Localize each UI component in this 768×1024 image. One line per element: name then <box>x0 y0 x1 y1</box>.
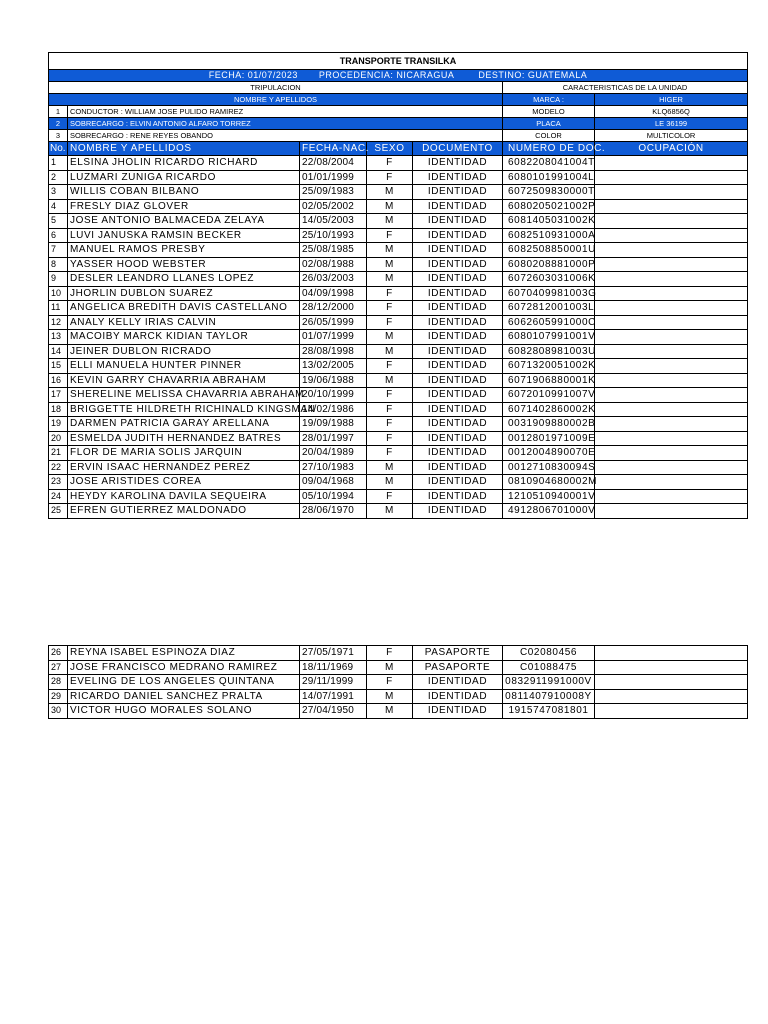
cell-name: ANGELICA BREDITH DAVIS CASTELLANO <box>68 301 300 316</box>
cell-name: DESLER LEANDRO LLANES LOPEZ <box>68 272 300 287</box>
cell-docnum: 0810904680002M <box>503 475 595 490</box>
cell-no: 10 <box>49 286 68 301</box>
cell-name: FLOR DE MARIA SOLIS JARQUIN <box>68 446 300 461</box>
cell-name: HEYDY KAROLINA DAVILA SEQUEIRA <box>68 489 300 504</box>
cell-sex: F <box>367 286 413 301</box>
cell-ocupacion <box>595 446 748 461</box>
cell-ocupacion <box>595 228 748 243</box>
cell-docnum: 6071320051002K <box>503 359 595 374</box>
cell-ocupacion <box>595 504 748 519</box>
cell-ocupacion <box>595 431 748 446</box>
cell-sex: M <box>367 704 413 719</box>
cell-docnum: 6070409981003G <box>503 286 595 301</box>
table-row <box>49 646 748 661</box>
marca-label: MARCA : <box>503 94 595 106</box>
cell-name: JOSE ANTONIO BALMACEDA ZELAYA <box>68 214 300 229</box>
cell-sex: F <box>367 228 413 243</box>
table-row <box>49 170 748 185</box>
cell-dob: 01/07/1999 <box>300 330 367 345</box>
cell-doc: IDENTIDAD <box>413 373 503 388</box>
cell-ocupacion <box>595 475 748 490</box>
table-row <box>49 373 748 388</box>
cell-docnum: 6081405031002K <box>503 214 595 229</box>
cell-docnum: 6080205021002P <box>503 199 595 214</box>
cell-ocupacion <box>595 243 748 258</box>
cell-docnum: 6072010991007V <box>503 388 595 403</box>
cell-name: JHORLIN DUBLON SUAREZ <box>68 286 300 301</box>
cell-docnum: 6082508850001U <box>503 243 595 258</box>
table-row <box>49 330 748 345</box>
cell-doc: IDENTIDAD <box>413 675 503 690</box>
procedencia: PROCEDENCIA: NICARAGUA <box>318 70 455 80</box>
cell-dob: 22/08/2004 <box>300 156 367 171</box>
cell-no: 12 <box>49 315 68 330</box>
cell-no: 17 <box>49 388 68 403</box>
table-row <box>49 417 748 432</box>
marca-value: HIGER <box>595 94 748 106</box>
cell-dob: 28/01/1997 <box>300 431 367 446</box>
cell-doc: IDENTIDAD <box>413 330 503 345</box>
cell-no: 2 <box>49 170 68 185</box>
table-row <box>49 272 748 287</box>
cell-name: MANUEL RAMOS PRESBY <box>68 243 300 258</box>
cell-dob: 14/02/1986 <box>300 402 367 417</box>
tripulacion-label: TRIPULACION <box>49 82 503 94</box>
cell-doc: IDENTIDAD <box>413 214 503 229</box>
table-row <box>49 660 748 675</box>
cell-name: SHERELINE MELISSA CHAVARRIA ABRAHAM <box>68 388 300 403</box>
cell-dob: 27/04/1950 <box>300 704 367 719</box>
cell-doc: IDENTIDAD <box>413 315 503 330</box>
destino: DESTINO: GUATEMALA <box>478 70 588 80</box>
cell-docnum: 6080107991001V <box>503 330 595 345</box>
table-row <box>49 344 748 359</box>
cell-no: 6 <box>49 228 68 243</box>
cell-docnum: 0811407910008Y <box>503 689 595 704</box>
cell-ocupacion <box>595 373 748 388</box>
table-row <box>49 156 748 171</box>
cell-name: YASSER HOOD WEBSTER <box>68 257 300 272</box>
cell-name: ELLI MANUELA HUNTER PINNER <box>68 359 300 374</box>
cell-ocupacion <box>595 301 748 316</box>
cell-no: 11 <box>49 301 68 316</box>
table-row <box>49 315 748 330</box>
cell-ocupacion <box>595 272 748 287</box>
cell-docnum: 6072509830000T <box>503 185 595 200</box>
cell-doc: IDENTIDAD <box>413 704 503 719</box>
cell-ocupacion <box>595 315 748 330</box>
cell-docnum: 0031909880002B <box>503 417 595 432</box>
cell-name: RICARDO DANIEL SANCHEZ PRALTA <box>68 689 300 704</box>
cell-dob: 02/08/1988 <box>300 257 367 272</box>
cell-dob: 14/07/1991 <box>300 689 367 704</box>
cell-doc: IDENTIDAD <box>413 489 503 504</box>
cell-ocupacion <box>595 704 748 719</box>
cell-name: WILLIS COBAN BILBANO <box>68 185 300 200</box>
cell-dob: 13/02/2005 <box>300 359 367 374</box>
cell-ocupacion <box>595 689 748 704</box>
cell-ocupacion <box>595 214 748 229</box>
cell-doc: PASAPORTE <box>413 660 503 675</box>
cell-sex: M <box>367 475 413 490</box>
cell-doc: IDENTIDAD <box>413 446 503 461</box>
table-row <box>49 475 748 490</box>
col-no: No. <box>50 143 66 154</box>
cell-sex: F <box>367 388 413 403</box>
cell-doc: IDENTIDAD <box>413 243 503 258</box>
cell-doc: IDENTIDAD <box>413 228 503 243</box>
cell-name: FRESLY DIAZ GLOVER <box>68 199 300 214</box>
cell-no: 13 <box>49 330 68 345</box>
table-row <box>49 504 748 519</box>
cell-sex: F <box>367 359 413 374</box>
cell-doc: IDENTIDAD <box>413 359 503 374</box>
cell-sex: M <box>367 689 413 704</box>
table-row <box>49 431 748 446</box>
cell-doc: IDENTIDAD <box>413 257 503 272</box>
cell-no: 22 <box>49 460 68 475</box>
cell-doc: IDENTIDAD <box>413 344 503 359</box>
cell-ocupacion <box>595 156 748 171</box>
cell-sex: M <box>367 330 413 345</box>
cell-ocupacion <box>595 170 748 185</box>
cell-dob: 20/04/1989 <box>300 446 367 461</box>
cell-name: ELSINA JHOLIN RICARDO RICHARD <box>68 156 300 171</box>
cell-doc: PASAPORTE <box>413 646 503 661</box>
cell-sex: F <box>367 417 413 432</box>
cell-docnum: C01088475 <box>503 660 595 675</box>
cell-sex: M <box>367 344 413 359</box>
document-title: TRANSPORTE TRANSILKA <box>49 53 748 70</box>
cell-docnum: 6082808981003U <box>503 344 595 359</box>
cell-doc: IDENTIDAD <box>413 504 503 519</box>
cell-ocupacion <box>595 359 748 374</box>
cell-no: 28 <box>49 675 68 690</box>
cell-dob: 25/10/1993 <box>300 228 367 243</box>
cell-ocupacion <box>595 402 748 417</box>
cell-doc: IDENTIDAD <box>413 431 503 446</box>
cell-sex: M <box>367 504 413 519</box>
col-documento: DOCUMENTO <box>413 142 503 156</box>
cell-dob: 05/10/1994 <box>300 489 367 504</box>
cell-name: LUZMARI ZUNIGA RICARDO <box>68 170 300 185</box>
cell-dob: 09/04/1968 <box>300 475 367 490</box>
cell-sex: F <box>367 646 413 661</box>
table-row <box>49 704 748 719</box>
cell-sex: F <box>367 170 413 185</box>
fecha: FECHA: 01/07/2023 <box>208 70 298 80</box>
cell-sex: F <box>367 315 413 330</box>
cell-no: 7 <box>49 243 68 258</box>
cell-sex: F <box>367 301 413 316</box>
table-row <box>49 359 748 374</box>
cell-ocupacion <box>595 257 748 272</box>
cell-docnum: 6072603031006K <box>503 272 595 287</box>
crew-number: 1 <box>49 106 68 118</box>
unit-key: COLOR <box>503 130 595 142</box>
cell-dob: 25/09/1983 <box>300 185 367 200</box>
table-row <box>49 243 748 258</box>
cell-dob: 01/01/1999 <box>300 170 367 185</box>
cell-no: 30 <box>49 704 68 719</box>
cell-ocupacion <box>595 199 748 214</box>
cell-ocupacion <box>595 489 748 504</box>
cell-sex: M <box>367 460 413 475</box>
table-row <box>49 460 748 475</box>
cell-no: 1 <box>49 156 68 171</box>
col-fecha: FECHA-NAC. <box>300 142 367 156</box>
table-row <box>49 446 748 461</box>
cell-name: ERVIN ISAAC HERNANDEZ PEREZ <box>68 460 300 475</box>
cell-docnum: 0012004890070E <box>503 446 595 461</box>
cell-doc: IDENTIDAD <box>413 689 503 704</box>
cell-no: 25 <box>49 504 68 519</box>
cell-dob: 19/06/1988 <box>300 373 367 388</box>
cell-no: 5 <box>49 214 68 229</box>
cell-no: 21 <box>49 446 68 461</box>
cell-dob: 28/08/1998 <box>300 344 367 359</box>
table-row <box>49 214 748 229</box>
cell-doc: IDENTIDAD <box>413 301 503 316</box>
cell-name: JEINER DUBLON RICRADO <box>68 344 300 359</box>
table-row <box>49 489 748 504</box>
cell-dob: 14/05/2003 <box>300 214 367 229</box>
cell-dob: 25/08/1985 <box>300 243 367 258</box>
cell-name: ANALY KELLY IRIAS CALVIN <box>68 315 300 330</box>
table-row <box>49 402 748 417</box>
col-nombre: NOMBRE Y APELLIDOS <box>68 142 300 156</box>
cell-no: 14 <box>49 344 68 359</box>
cell-ocupacion <box>595 388 748 403</box>
unit-key: PLACA <box>503 118 595 130</box>
unit-value: MULTICOLOR <box>595 130 748 142</box>
cell-name: MACOIBY MARCK KIDIAN TAYLOR <box>68 330 300 345</box>
cell-name: ESMELDA JUDITH HERNANDEZ BATRES <box>68 431 300 446</box>
cell-ocupacion <box>595 646 748 661</box>
cell-ocupacion <box>595 185 748 200</box>
cell-no: 19 <box>49 417 68 432</box>
cell-no: 9 <box>49 272 68 287</box>
cell-no: 23 <box>49 475 68 490</box>
cell-dob: 19/09/1988 <box>300 417 367 432</box>
cell-ocupacion <box>595 344 748 359</box>
cell-no: 26 <box>49 646 68 661</box>
cell-sex: M <box>367 243 413 258</box>
cell-docnum: 6072812001003L <box>503 301 595 316</box>
cell-docnum: 1915747081801 <box>503 704 595 719</box>
cell-ocupacion <box>595 675 748 690</box>
cell-name: REYNA ISABEL ESPINOZA DIAZ <box>68 646 300 661</box>
cell-sex: F <box>367 489 413 504</box>
table-row <box>49 689 748 704</box>
cell-sex: M <box>367 660 413 675</box>
cell-no: 24 <box>49 489 68 504</box>
table-row <box>49 257 748 272</box>
cell-sex: F <box>367 446 413 461</box>
cell-ocupacion <box>595 330 748 345</box>
cell-name: JOSE FRANCISCO MEDRANO RAMIREZ <box>68 660 300 675</box>
cell-doc: IDENTIDAD <box>413 460 503 475</box>
cell-no: 20 <box>49 431 68 446</box>
cell-sex: M <box>367 185 413 200</box>
caracteristicas-label: CARACTERISTICAS DE LA UNIDAD <box>503 82 748 94</box>
table-row <box>49 675 748 690</box>
table-row <box>49 301 748 316</box>
cell-sex: F <box>367 156 413 171</box>
cell-dob: 27/10/1983 <box>300 460 367 475</box>
crew-name: SOBRECARGO : ELVIN ANTONIO ALFARO TORREZ <box>68 118 503 130</box>
cell-no: 29 <box>49 689 68 704</box>
cell-name: DARMEN PATRICIA GARAY ARELLANA <box>68 417 300 432</box>
cell-no: 27 <box>49 660 68 675</box>
trip-info <box>49 70 748 82</box>
cell-dob: 29/11/1999 <box>300 675 367 690</box>
cell-doc: IDENTIDAD <box>413 388 503 403</box>
cell-docnum: 6071402860002K <box>503 402 595 417</box>
cell-no: 16 <box>49 373 68 388</box>
cell-name: VICTOR HUGO MORALES SOLANO <box>68 704 300 719</box>
cell-doc: IDENTIDAD <box>413 272 503 287</box>
unit-value: LE 36199 <box>595 118 748 130</box>
cell-name: EFREN GUTIERREZ MALDONADO <box>68 504 300 519</box>
cell-ocupacion <box>595 460 748 475</box>
manifest-table <box>48 52 748 519</box>
cell-sex: M <box>367 272 413 287</box>
cell-docnum: 6080101991004L <box>503 170 595 185</box>
unit-key: MODELO <box>503 106 595 118</box>
cell-no: 4 <box>49 199 68 214</box>
cell-docnum: 6080208881000P <box>503 257 595 272</box>
manifest-table-continued <box>48 645 748 719</box>
cell-docnum: 0012710830094S <box>503 460 595 475</box>
table-row <box>49 388 748 403</box>
cell-docnum: 6062605991000C <box>503 315 595 330</box>
table-row <box>49 286 748 301</box>
cell-no: 3 <box>49 185 68 200</box>
cell-name: JOSE ARISTIDES COREA <box>68 475 300 490</box>
cell-dob: 28/12/2000 <box>300 301 367 316</box>
cell-dob: 27/05/1971 <box>300 646 367 661</box>
cell-docnum: 0012801971009E <box>503 431 595 446</box>
cell-docnum: 4912806701000V <box>503 504 595 519</box>
col-numero: NUMERO DE DOC. <box>503 142 595 156</box>
crew-number: 3 <box>49 130 68 142</box>
col-ocupacion: OCUPACIÓN <box>595 142 748 156</box>
cell-dob: 04/09/1998 <box>300 286 367 301</box>
cell-name: EVELING DE LOS ANGELES QUINTANA <box>68 675 300 690</box>
cell-ocupacion <box>595 286 748 301</box>
cell-dob: 28/06/1970 <box>300 504 367 519</box>
cell-ocupacion <box>595 660 748 675</box>
cell-dob: 26/03/2003 <box>300 272 367 287</box>
cell-dob: 20/10/1999 <box>300 388 367 403</box>
cell-docnum: 1210510940001V <box>503 489 595 504</box>
nombre-apellidos-label: NOMBRE Y APELLIDOS <box>49 94 503 106</box>
cell-doc: IDENTIDAD <box>413 199 503 214</box>
cell-dob: 26/05/1999 <box>300 315 367 330</box>
cell-docnum: 6071906880001K <box>503 373 595 388</box>
cell-sex: F <box>367 431 413 446</box>
cell-docnum: 6082208041004T <box>503 156 595 171</box>
cell-name: KEVIN GARRY CHAVARRIA ABRAHAM <box>68 373 300 388</box>
cell-sex: M <box>367 257 413 272</box>
cell-sex: M <box>367 199 413 214</box>
table-row <box>49 228 748 243</box>
table-row <box>49 185 748 200</box>
cell-name: LUVI JANUSKA RAMSIN BECKER <box>68 228 300 243</box>
cell-docnum: 0832911991000V <box>503 675 595 690</box>
cell-sex: F <box>367 675 413 690</box>
unit-value: KLQ6856Q <box>595 106 748 118</box>
cell-sex: M <box>367 373 413 388</box>
cell-no: 18 <box>49 402 68 417</box>
cell-doc: IDENTIDAD <box>413 402 503 417</box>
cell-doc: IDENTIDAD <box>413 156 503 171</box>
cell-sex: F <box>367 402 413 417</box>
cell-sex: M <box>367 214 413 229</box>
cell-doc: IDENTIDAD <box>413 170 503 185</box>
cell-no: 15 <box>49 359 68 374</box>
cell-docnum: 6082510931000A <box>503 228 595 243</box>
cell-doc: IDENTIDAD <box>413 286 503 301</box>
cell-dob: 18/11/1969 <box>300 660 367 675</box>
cell-dob: 02/05/2002 <box>300 199 367 214</box>
crew-number: 2 <box>49 118 68 130</box>
table-row <box>49 199 748 214</box>
cell-name: BRIGGETTE HILDRETH RICHINALD KINGSMAN <box>68 402 300 417</box>
cell-doc: IDENTIDAD <box>413 417 503 432</box>
crew-name: CONDUCTOR : WILLIAM JOSE PULIDO RAMIREZ <box>68 106 503 118</box>
col-sexo: SEXO <box>367 142 413 156</box>
cell-docnum: C02080456 <box>503 646 595 661</box>
crew-name: SOBRECARGO : RENE REYES OBANDO <box>68 130 503 142</box>
cell-doc: IDENTIDAD <box>413 185 503 200</box>
cell-no: 8 <box>49 257 68 272</box>
cell-doc: IDENTIDAD <box>413 475 503 490</box>
cell-ocupacion <box>595 417 748 432</box>
